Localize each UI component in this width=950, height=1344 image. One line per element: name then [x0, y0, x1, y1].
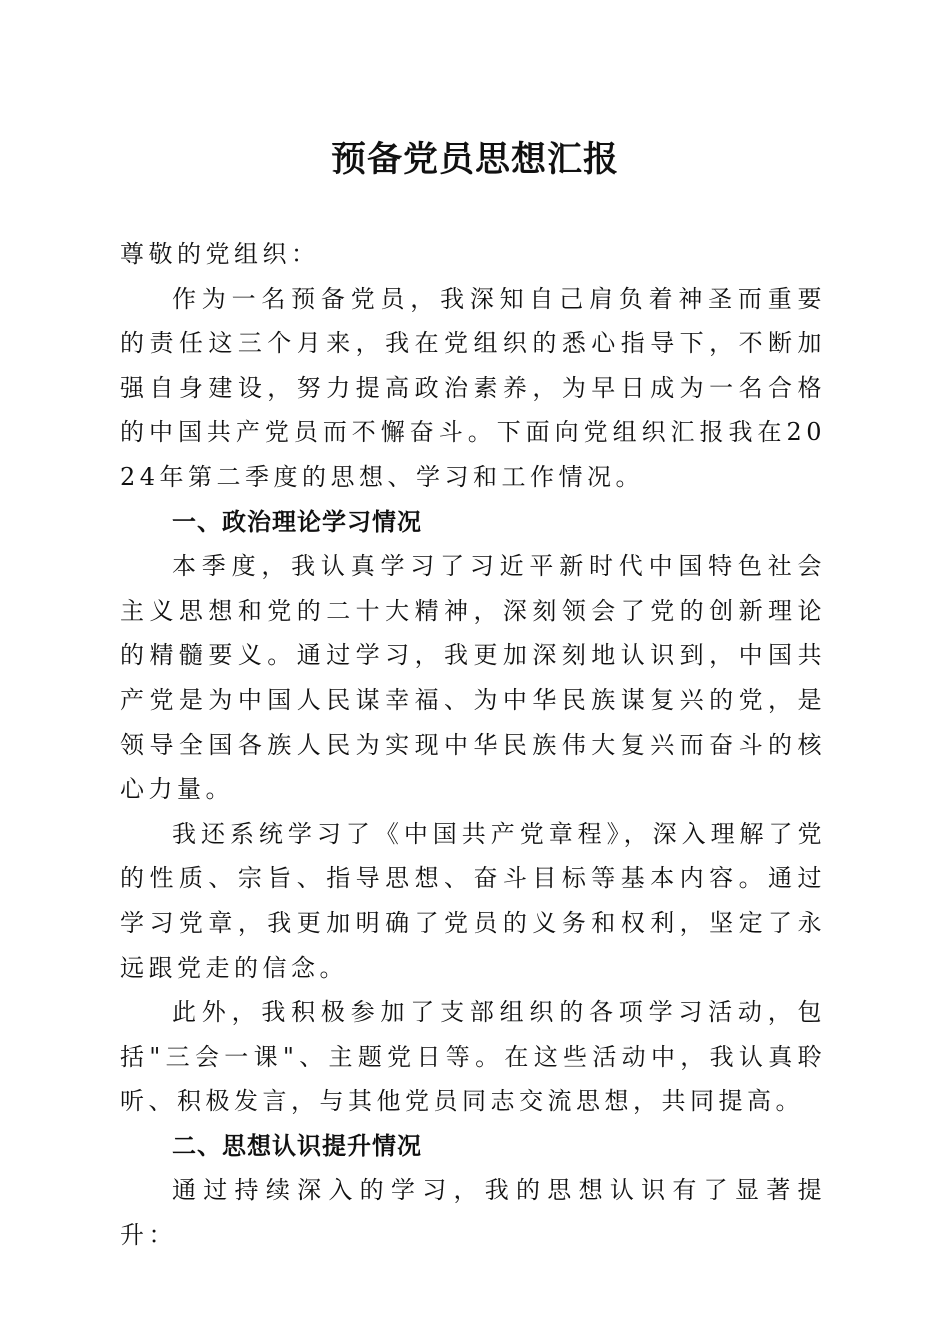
- paragraph-thought-improvement: 通过持续深入的学习，我的思想认识有了显著提升：: [120, 1176, 826, 1250]
- document-title: 预备党员思想汇报: [330, 139, 619, 180]
- paragraph-branch-activities: 此外，我积极参加了支部组织的各项学习活动，包括"三会一课"、主题党日等。在这些活动中，我认真聆听、积极发言，与其他党员同志交流思想，共同提高。: [120, 998, 826, 1116]
- paragraph-party-constitution: 我还系统学习了《中国共产党章程》，深入理解了党的性质、宗旨、指导思想、奋斗目标等基本内容。通过学习党章，我更加明确了党员的义务和权利，坚定了永远跟党走的信念。: [120, 819, 826, 982]
- document-body: [120, 232, 826, 1258]
- paragraph-intro: 作为一名预备党员，我深知自己肩负着神圣而重要的责任这三个月来，我在党组织的悉心指导下，不断加强自身建设，努力提高政治素养，为早日成为一名合格的中国共产党员而不懈奋斗。下面向党组织汇报我在2024年第二季度的思想、学习和工作情况。: [120, 284, 826, 491]
- paragraph-theory-study: 本季度，我认真学习了习近平新时代中国特色社会主义思想和党的二十大精神，深刻领会了党的创新理论的精髓要义。通过学习，我更加深刻地认识到，中国共产党是为中国人民谋幸福、为中华民族谋复兴的党，是领导全国各族人民为实现中华民族伟大复兴而奋斗的核心力量。: [120, 552, 826, 804]
- salutation: 尊敬的党组织：: [120, 240, 320, 268]
- section-heading-2: 二、思想认识提升情况: [172, 1131, 422, 1160]
- section-heading-1: 一、政治理论学习情况: [172, 507, 422, 536]
